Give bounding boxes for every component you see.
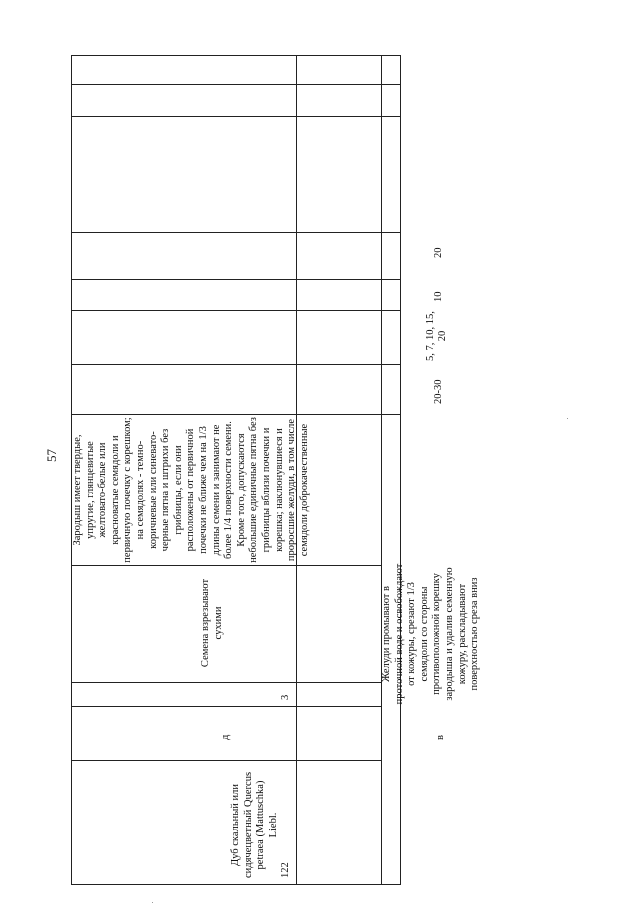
species-name: Дуб скальный или сидячецветный Quercus petraea (Mattuschka) Liebl.	[230, 771, 279, 879]
upper-count: 3	[280, 694, 291, 700]
col-divider	[71, 116, 401, 117]
scan-speck	[567, 418, 568, 419]
col-divider	[71, 682, 381, 683]
lower-value-3: 10	[433, 291, 444, 302]
col-divider	[71, 279, 401, 280]
col-divider	[71, 706, 381, 707]
col-divider	[71, 364, 401, 365]
upper-letter: д	[220, 734, 231, 740]
lower-letter: в	[435, 735, 446, 740]
lower-value-2: 5, 7, 10, 15, 20	[425, 311, 448, 361]
col-divider	[71, 760, 381, 761]
table-border-bottom	[71, 884, 401, 885]
col-divider	[71, 232, 401, 233]
table-border-top	[71, 55, 401, 56]
upper-method: Семена взрезывают сухими	[200, 578, 224, 668]
col-divider	[71, 310, 401, 311]
table-border-right	[400, 55, 401, 885]
col-divider	[71, 414, 401, 415]
row-divider	[381, 55, 382, 885]
col-divider	[71, 84, 401, 85]
page-number: 57	[44, 449, 59, 462]
row-number: 122	[280, 862, 291, 878]
lower-value-1: 20-30	[433, 379, 444, 404]
upper-description: Зародыш имеет твердые, упругие, глянцевитые желтовато-белые или красноватые семядоли и первичную почечку с корешком; на семядолях - темно-коричневые или синевато-черные пятна и штрихи без грибницы, если они расположены от первичной почечки не ближе чем на 1/3 длины семени и занимают не более 1/4 поверхности семени. Кроме того, допускаются небольшие единичные пятна без грибницы вблизи почечки и корешка; наклюнувшиеся и проросшие желуди, в том числе семядоли доброкачественные	[72, 417, 310, 563]
lower-method: Желуди промывают в проточной воде и освобождают от кожуры, срезают 1/3 семядоли со стороны противоположной корешку зародыша и удалив семенную кожуру, раскладывают поверхностью среза вниз	[381, 563, 481, 705]
lower-value-4: 20	[433, 247, 444, 258]
scan-speck	[152, 902, 153, 903]
